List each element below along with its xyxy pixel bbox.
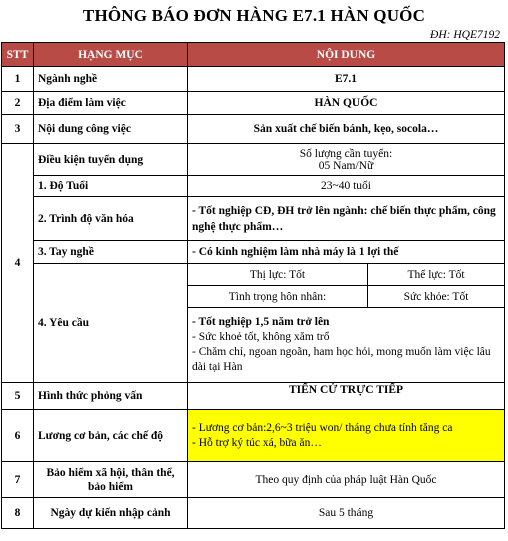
col-item-header: HẠNG MỤC [34, 43, 188, 67]
order-table [1, 42, 505, 529]
row-stt: 8 [2, 498, 34, 529]
row-content: E7.1 [188, 67, 505, 92]
row-content: TIẾN CỬ TRỰC TIẾP [188, 383, 505, 410]
page-title: THÔNG BÁO ĐƠN HÀNG E7.1 HÀN QUỐC [82, 6, 426, 25]
col-stt-header: STT [2, 43, 34, 67]
row-stt: 5 [2, 383, 34, 410]
row-stt: 6 [2, 410, 34, 462]
order-code: ĐH: HQE7192 [430, 29, 500, 41]
row-item: Lương cơ bản, các chế độ [34, 410, 188, 462]
table-row [2, 383, 505, 410]
condition-value [188, 144, 505, 176]
row-content: Sản xuất chế biến bánh, kẹo, socola… [188, 115, 505, 144]
table-row [2, 197, 505, 241]
education-label: 2. Trình độ văn hóa [34, 197, 188, 241]
salary-line: - Lương cơ bản:2,6~3 triệu won/ tháng chưa tính tăng ca [192, 421, 453, 434]
table-row [2, 67, 505, 92]
row-item: Hình thức phỏng vấn [34, 383, 188, 410]
row-stt: 1 [2, 67, 34, 92]
table-row [2, 498, 505, 529]
row-item: Ngành nghề [34, 67, 188, 92]
eyesight-value: Thị lực: Tốt [188, 264, 368, 286]
age-value: 23~40 tuổi [188, 176, 505, 197]
recruit-count-value: 05 Nam/Nữ [318, 159, 374, 172]
table-row [2, 144, 505, 176]
benefit-line: - Hỗ trợ ký túc xá, bữa ăn… [192, 436, 322, 449]
row-item: Nội dung công việc [34, 115, 188, 144]
requirement-item: - Sức khoẻ tốt, không xăm trổ [192, 331, 330, 343]
physique-value: Thể lực: Tốt [368, 264, 505, 286]
education-value: - Tốt nghiệp CĐ, ĐH trở lên ngành: chế biến thực phẩm, công nghệ thực phẩm… [188, 197, 505, 241]
row-content: HÀN QUỐC [188, 92, 505, 115]
requirements-label: 4. Yêu cầu [34, 264, 188, 383]
row-stt: 2 [2, 92, 34, 115]
row-item: Bảo hiểm xã hội, thân thể, bảo hiểm [34, 462, 188, 498]
table-row [2, 410, 505, 462]
skill-value: - Có kinh nghiệm làm nhà máy là 1 lợi thế [188, 241, 505, 264]
table-row [2, 264, 505, 286]
requirement-item: - Tốt nghiệp 1,5 năm trở lên [192, 316, 330, 328]
condition-label: Điều kiện tuyển dụng [34, 144, 188, 176]
row-item: Địa điểm làm việc [34, 92, 188, 115]
requirements-list [188, 308, 505, 383]
table-row [2, 115, 505, 144]
health-value: Sức khỏe: Tốt [368, 286, 505, 308]
table-row [2, 462, 505, 498]
row-stt: 3 [2, 115, 34, 144]
row-item: Ngày dự kiến nhập cảnh [34, 498, 188, 529]
table-row [2, 241, 505, 264]
requirement-item: - Chăm chỉ, ngoan ngoãn, ham học hỏi, mong muốn làm việc lâu dài tại Hàn [192, 346, 491, 373]
table-header-row [2, 43, 505, 67]
table-row [2, 92, 505, 115]
recruit-count-label: Số lượng cần tuyển: [299, 147, 393, 160]
salary-content [188, 410, 505, 462]
row-content: Sau 5 tháng [188, 498, 505, 529]
skill-label: 3. Tay nghề [34, 241, 188, 264]
marital-value: Tình trọng hôn nhân: [188, 286, 368, 308]
row-stt: 4 [2, 144, 34, 383]
row-content: Theo quy định của pháp luật Hàn Quốc [188, 462, 505, 498]
age-label: 1. Độ Tuổi [34, 176, 188, 197]
row-stt: 7 [2, 462, 34, 498]
table-row [2, 176, 505, 197]
col-content-header: NỘI DUNG [188, 43, 505, 67]
